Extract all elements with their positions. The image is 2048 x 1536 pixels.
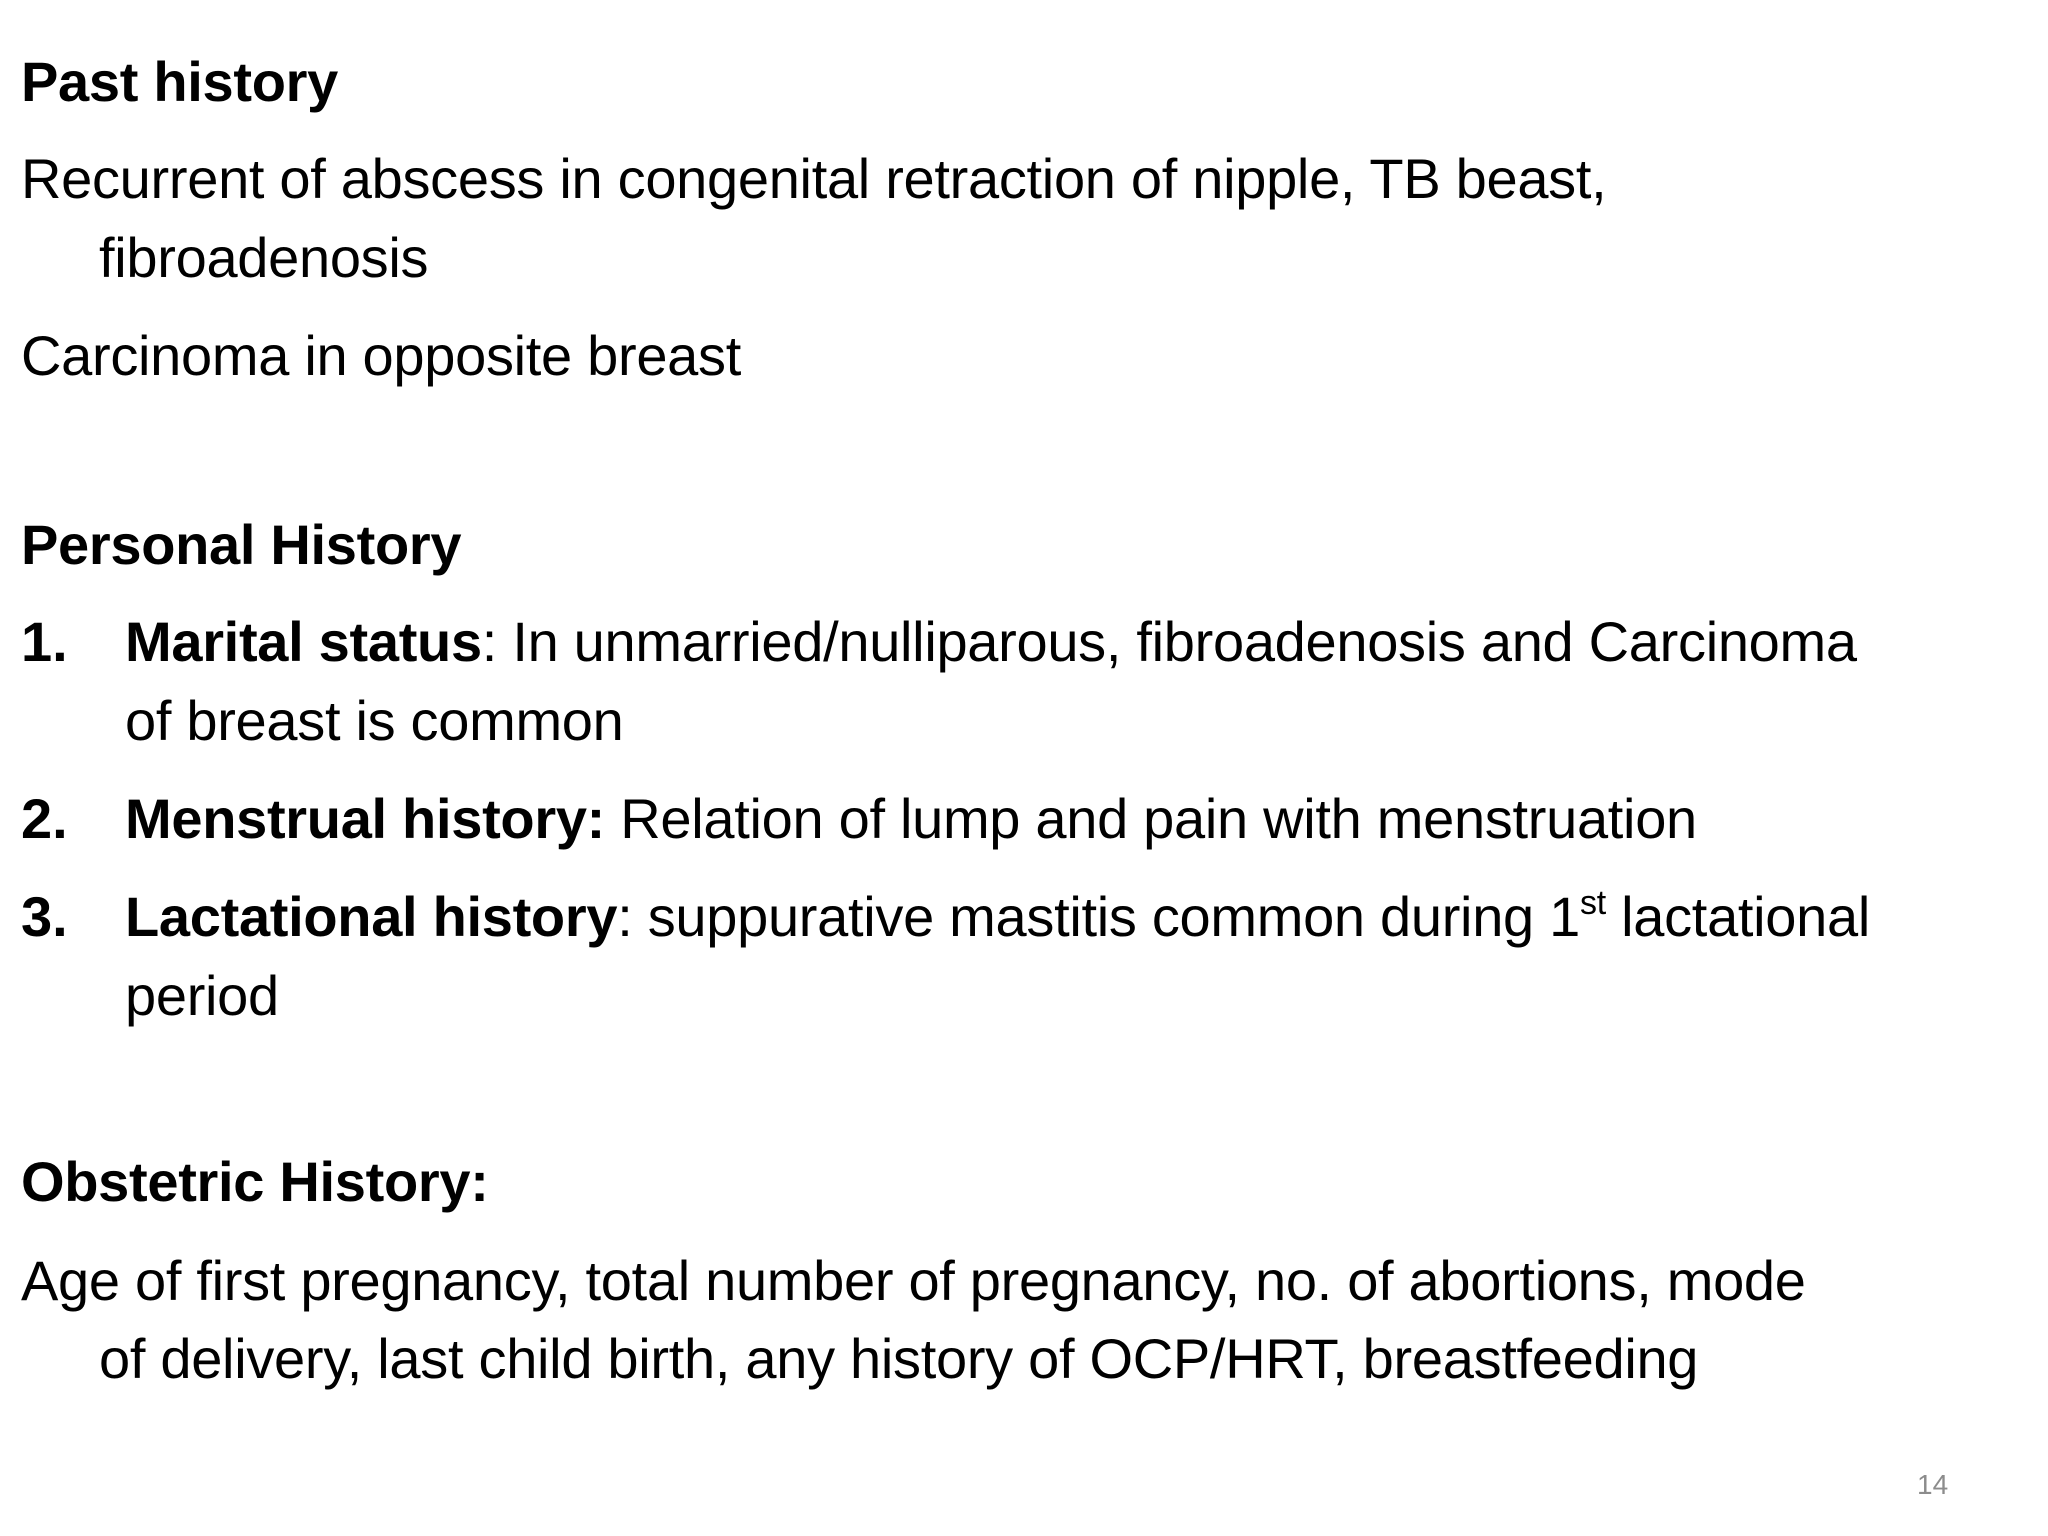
personal-item-3-line-2: period bbox=[125, 964, 279, 1027]
personal-item-1-line-2: of breast is common bbox=[125, 689, 624, 752]
menstrual-history-label: Menstrual history: bbox=[125, 787, 606, 850]
personal-item-1-line-1 bbox=[125, 606, 1857, 678]
past-history-heading: Past history bbox=[21, 50, 338, 113]
personal-item-2-line-1 bbox=[125, 783, 1697, 855]
obstetric-history-heading: Obstetric History: bbox=[21, 1150, 489, 1213]
lactational-history-label: Lactational history bbox=[125, 885, 618, 948]
personal-history-heading: Personal History bbox=[21, 513, 462, 576]
lactational-history-text: : suppurative mastitis common during 1 bbox=[617, 885, 1580, 948]
ordinal-suffix: st bbox=[1580, 884, 1606, 922]
marital-status-label: Marital status bbox=[125, 610, 482, 673]
personal-item-2-number: 2. bbox=[21, 787, 68, 850]
marital-status-text: : In unmarried/nulliparous, fibroadenosis and Carcinoma bbox=[481, 610, 1857, 673]
personal-item-3-line-1 bbox=[125, 881, 1870, 953]
personal-item-3-number: 3. bbox=[21, 885, 68, 948]
personal-item-1-number: 1. bbox=[21, 610, 68, 673]
past-history-item-1-line-1: Recurrent of abscess in congenital retraction of nipple, TB beast, bbox=[21, 147, 1607, 210]
past-history-item-2: Carcinoma in opposite breast bbox=[21, 324, 741, 387]
obstetric-history-line-2: of delivery, last child birth, any history of OCP/HRT, breastfeeding bbox=[99, 1327, 1699, 1390]
obstetric-history-line-1: Age of first pregnancy, total number of pregnancy, no. of abortions, mode bbox=[21, 1249, 1806, 1312]
slide-number: 14 bbox=[1917, 1469, 1949, 1500]
past-history-item-1-line-2: fibroadenosis bbox=[99, 226, 429, 289]
menstrual-history-text: Relation of lump and pain with menstruation bbox=[605, 787, 1697, 850]
lactational-history-text-end: lactational bbox=[1605, 885, 1870, 948]
